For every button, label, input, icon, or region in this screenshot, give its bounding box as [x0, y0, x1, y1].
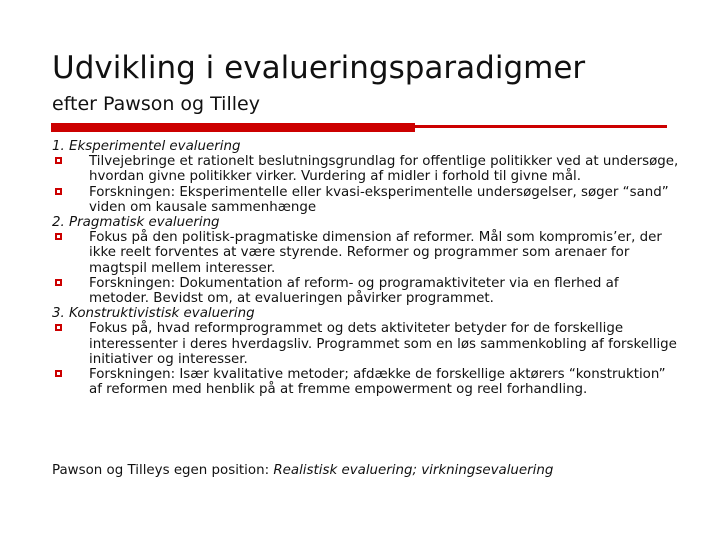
square-bullet-icon [55, 188, 62, 195]
footer-emphasis: Realistisk evaluering; virkningsevaluering [273, 463, 554, 478]
section-heading-constructivist: 3. Konstruktivistisk evaluering [52, 306, 255, 322]
slide-title: Udvikling i evalueringsparadigmer [52, 50, 586, 86]
square-bullet-icon [55, 370, 62, 377]
bullet-text: Forskningen: Dokumentation af reform- og programaktiviteter via en flerhed af metoder. Bevidst om, at evalueringen påvirker programmet. [89, 275, 619, 307]
square-bullet-icon [55, 233, 62, 240]
bullet-text: Forskningen: Eksperimentelle eller kvasi-eksperimentelle undersøgelser, søger “sand” viden om kausale sammenhænge [89, 184, 669, 215]
square-bullet-icon [55, 279, 62, 286]
bullet-item [52, 321, 682, 367]
bullet-item [52, 230, 682, 276]
section-heading-experimental: 1. Eksperimentel evaluering [52, 139, 241, 154]
bullet-text: Forskningen: Især kvalitative metoder; afdække de forskellige aktørers “konstruktion” af reformen med henblik på at fremme empowerment og reel forhandling. [89, 367, 666, 398]
slide-content [52, 139, 682, 397]
bullet-text: Fokus på, hvad reformprogrammet og dets aktiviteter betyder for de forskellige interessenter i deres hverdagsliv. Programmet som en løs sammenkobling af forskellige initiativer og interesser. [89, 321, 677, 367]
bullet-item [52, 185, 682, 215]
bullet-item [52, 367, 682, 397]
slide-subtitle: efter Pawson og Tilley [52, 93, 260, 115]
square-bullet-icon [55, 324, 62, 331]
title-rule-thin [415, 125, 667, 128]
footer-prefix: Pawson og Tilleys egen position: [52, 463, 274, 478]
bullet-text: Fokus på den politisk-pragmatiske dimension af reformer. Mål som kompromis’er, der ikke reelt forventes at være styrende. Reformer og programmer som arenaer for magtspil mellem interesser. [89, 230, 662, 276]
square-bullet-icon [55, 157, 62, 164]
bullet-item [52, 276, 682, 306]
footer-statement [52, 463, 553, 478]
title-rule-thick [51, 123, 415, 132]
section-heading-pragmatic: 2. Pragmatisk evaluering [52, 215, 220, 231]
bullet-text: Tilvejebringe et rationelt beslutningsgrundlag for offentlige politikker ved at undersøge, hvordan givne politikker virker. Vurdering af midler i forhold til givne mål. [89, 154, 679, 185]
bullet-item [52, 154, 682, 184]
